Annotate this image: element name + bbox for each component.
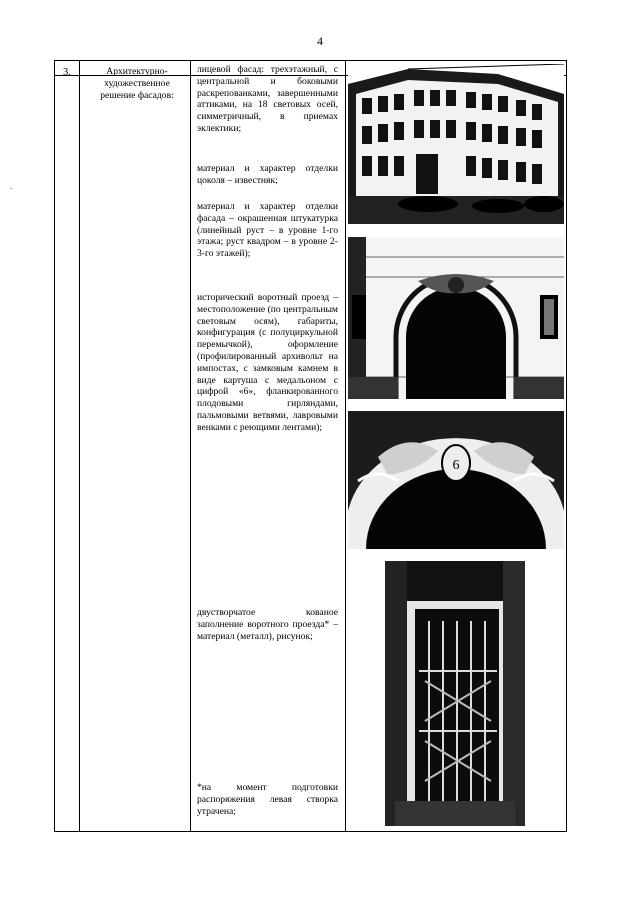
margin-mark: - [10, 184, 13, 192]
page-number: 4 [317, 34, 323, 48]
plinth-material: материал и характер отделки цоколя – известняк; [197, 163, 338, 186]
arch-photo [348, 237, 564, 399]
wrought-iron-gate-icon [385, 561, 525, 826]
element-title: Архитектурно-художественное решение фасадов: [100, 66, 174, 101]
keystone-photo [348, 411, 564, 549]
row-number: 3. [63, 67, 71, 78]
building-facade-icon [348, 64, 564, 224]
facade-finish: материал и характер отделки фасада – окрашенная штукатурка (линейный руст – в уровне 1-го этажа; руст квадром – в уровне 2-3-го этажей); [197, 201, 338, 260]
column-divider [345, 61, 346, 831]
column-divider [190, 61, 191, 831]
column-divider [79, 61, 80, 831]
facade-photo [348, 64, 564, 224]
heritage-table [54, 60, 567, 832]
gate-passage-description: исторический воротный проезд – местоположение (по центральным световым осям), габариты, конфигурация (с полуциркульной перемычкой), оформление (профилированный архивольт на импостах, с замковым камнем в виде картуша с медальоном с цифрой «6», фланкированного плодовыми гирляндами, пальмовыми ветвями, лавровыми венками с реющими лентами); [197, 292, 338, 433]
gate-footnote: *на момент подготовки распоряжения левая створка утрачена; [197, 782, 338, 817]
keystone-medallion-icon [348, 411, 564, 549]
facade-description: лицевой фасад: трехэтажный, с центральной и боковыми раскрепованками, завершенными аттиками, на 18 световых осей, симметричный, в приемах эклектики; [197, 64, 338, 134]
medallion-number: 6 [452, 458, 460, 473]
gate-photo [385, 561, 525, 826]
arch-gateway-icon [348, 237, 564, 399]
gate-infill-description: двустворчатое кованое заполнение воротного проезда* – материал (металл), рисунок; [197, 607, 338, 642]
